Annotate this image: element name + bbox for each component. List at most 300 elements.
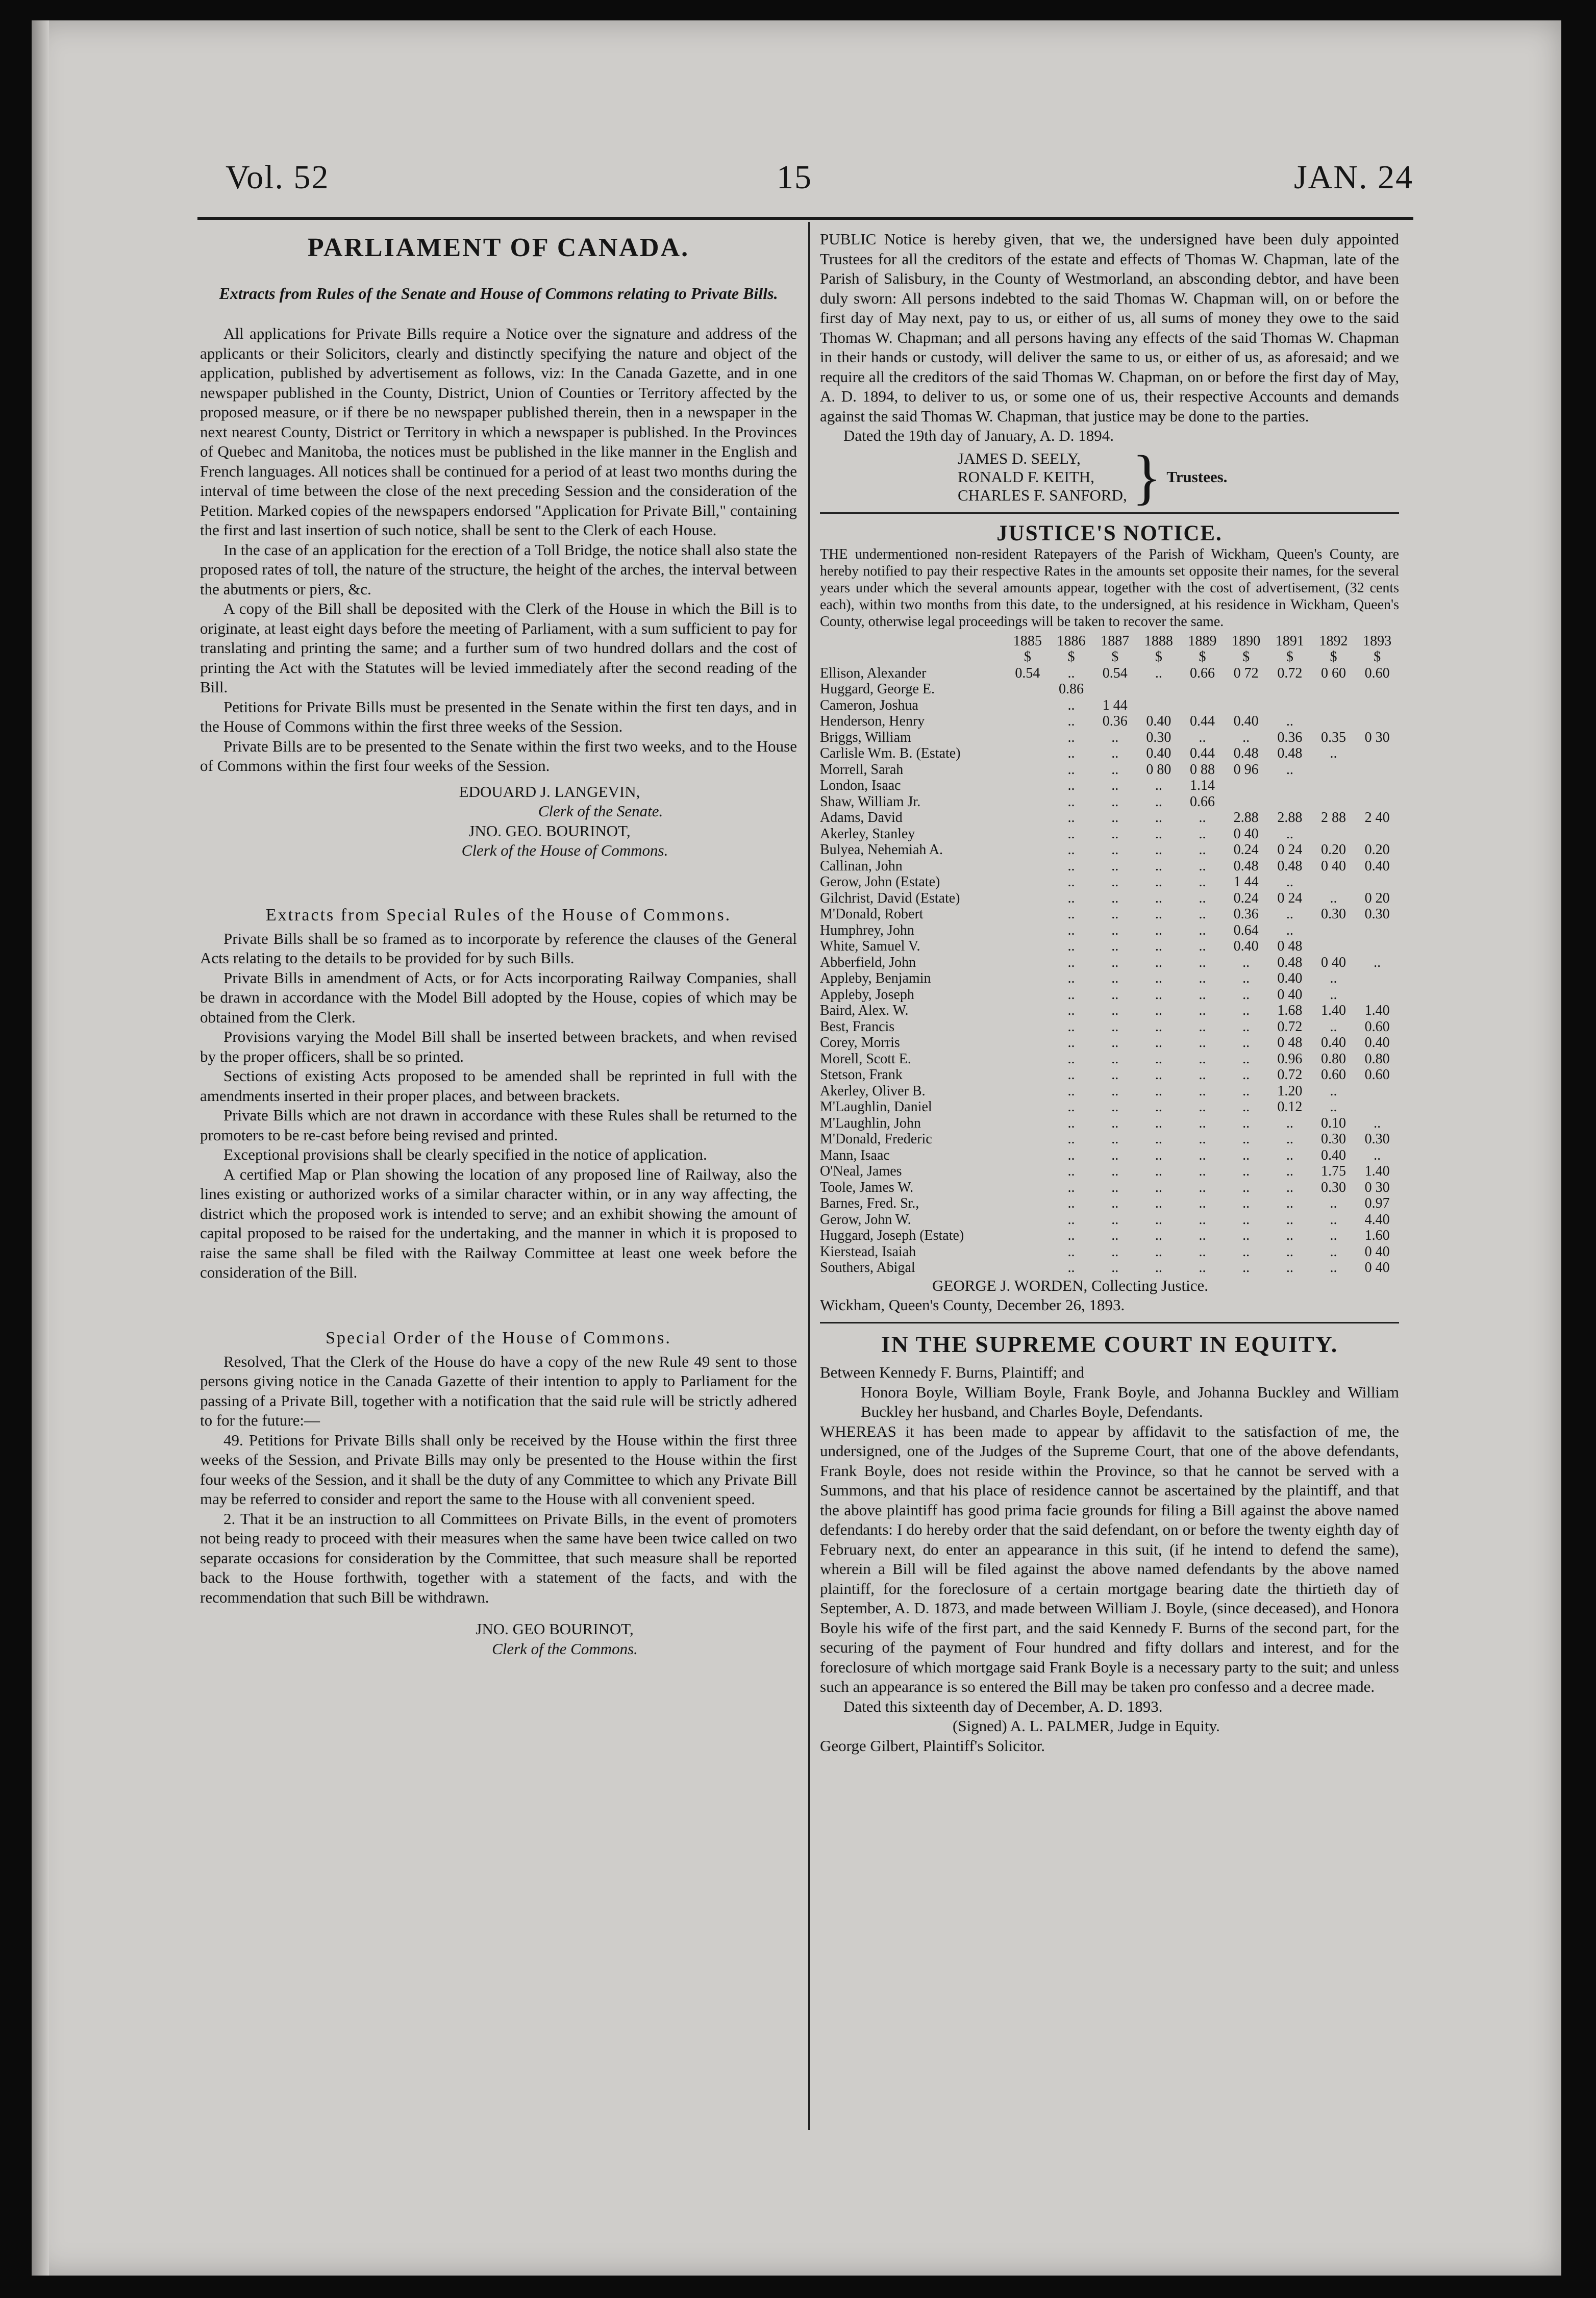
- rate-value: ..: [1067, 874, 1075, 890]
- rate-value: [1181, 681, 1225, 697]
- rate-value: ..: [1111, 1163, 1119, 1179]
- rate-value: [1312, 778, 1356, 794]
- trustee-name: CHARLES F. SANFORD,: [958, 486, 1127, 504]
- rate-value: ..: [1067, 1260, 1075, 1276]
- rate-value: 0.60: [1364, 1018, 1390, 1035]
- ratepayer-name: M'Donald, Robert: [820, 906, 924, 922]
- ratepayer-name: Henderson, Henry: [820, 713, 925, 729]
- rate-value: 0.30: [1320, 1179, 1346, 1195]
- commons-clerk-signature: [200, 1619, 797, 1659]
- rate-value: 1.20: [1277, 1083, 1303, 1099]
- rate-value: 0 40: [1364, 1243, 1390, 1260]
- special-order-title: Special Order of the House of Commons.: [326, 1328, 671, 1347]
- rate-value: ..: [1199, 1243, 1206, 1260]
- rate-value: [1268, 794, 1312, 810]
- court-between: Between Kennedy F. Burns, Plaintiff; and: [820, 1363, 1084, 1381]
- rate-value: ..: [1155, 1228, 1162, 1243]
- rate-value: [1006, 858, 1050, 875]
- ratepayer-name: Stetson, Frank: [820, 1067, 903, 1083]
- rate-value: ..: [1374, 954, 1381, 970]
- table-row: [820, 1212, 1399, 1228]
- rate-value: ..: [1067, 778, 1075, 793]
- rate-value: 0 60: [1320, 665, 1346, 681]
- table-row: [820, 1163, 1399, 1180]
- senate-clerk-signature: [200, 782, 797, 861]
- rate-value: [1006, 778, 1050, 794]
- special-rule-paragraph: Private Bills which are not drawn in accordance with these Rules shall be returned to the promoters to be re-cast before being revised and printed.: [200, 1106, 797, 1144]
- rate-value: ..: [1330, 1243, 1337, 1260]
- rate-value: ..: [1199, 922, 1206, 938]
- rules-subtitle: Extracts from Rules of the Senate and House of Commons relating to Private Bills.: [219, 284, 778, 303]
- rate-value: ..: [1111, 761, 1119, 778]
- rate-value: [1224, 794, 1268, 810]
- rate-value: ..: [1155, 986, 1162, 1003]
- year-header: 1887: [1101, 633, 1130, 649]
- rate-value: ..: [1199, 1147, 1206, 1163]
- page-spine-shadow: [32, 20, 49, 2276]
- ratepayer-name: Southers, Abigal: [820, 1260, 915, 1276]
- table-row: [820, 1035, 1399, 1051]
- rate-value: ..: [1067, 793, 1075, 810]
- rate-value: [1312, 713, 1356, 730]
- ratepayer-name: O'Neal, James: [820, 1163, 902, 1179]
- rate-value: [1006, 1131, 1050, 1147]
- year-header: 1892: [1319, 633, 1348, 649]
- year-header: 1891: [1275, 633, 1304, 649]
- trustee-names: [958, 449, 1127, 505]
- rate-value: ..: [1330, 1211, 1337, 1228]
- rate-value: ..: [1067, 1163, 1075, 1179]
- rate-value: 0 40: [1277, 986, 1303, 1003]
- currency-symbol: $: [1155, 649, 1162, 665]
- ratepayer-name: M'Donald, Frederic: [820, 1131, 932, 1147]
- rate-value: ..: [1111, 826, 1119, 842]
- rate-value: [1355, 681, 1399, 697]
- rate-value: ..: [1330, 1228, 1337, 1243]
- rate-value: ..: [1286, 874, 1293, 890]
- rate-value: 0 40: [1320, 954, 1346, 970]
- table-row: [820, 1228, 1399, 1244]
- rate-value: ..: [1067, 986, 1075, 1003]
- rate-value: [1006, 1019, 1050, 1035]
- rate-value: ..: [1242, 1211, 1250, 1228]
- rate-value: ..: [1242, 1243, 1250, 1260]
- rate-value: 0 24: [1277, 890, 1303, 906]
- rate-value: 0 72: [1233, 665, 1259, 681]
- rate-value: 0.30: [1364, 1131, 1390, 1147]
- rate-value: [1006, 1212, 1050, 1228]
- rate-value: [1355, 987, 1399, 1003]
- table-row: [820, 1195, 1399, 1212]
- rate-value: [1006, 826, 1050, 842]
- rate-value: ..: [1067, 906, 1075, 922]
- rate-value: ..: [1242, 1228, 1250, 1243]
- rate-value: ..: [1111, 1195, 1119, 1211]
- rate-value: [1006, 970, 1050, 987]
- rate-value: 0.40: [1146, 713, 1171, 729]
- brace-icon: }: [1132, 442, 1162, 511]
- rate-value: ..: [1111, 1083, 1119, 1099]
- rate-value: ..: [1286, 1260, 1293, 1276]
- rate-value: ..: [1286, 1228, 1293, 1243]
- rate-value: ..: [1111, 745, 1119, 761]
- rate-value: ..: [1111, 1051, 1119, 1067]
- rate-value: ..: [1067, 938, 1075, 954]
- rate-value: ..: [1155, 1035, 1162, 1051]
- order-paragraph: 49. Petitions for Private Bills shall only be received by the House within the first three weeks of the Session, and Private Bills may only be presented to the House within the first four weeks of the Session, and it shall be the duty of any Committee to which any Private Bill may be referred to consider and report the same to the House with all convenient speed.: [200, 1431, 797, 1508]
- rate-value: 0.20: [1364, 842, 1390, 858]
- rate-value: ..: [1242, 954, 1250, 970]
- rule-paragraph: In the case of an application for the erection of a Toll Bridge, the notice shall also state the proposed rates of toll, the nature of the structure, the height of the arches, the interval between the abutments or piers, &c.: [200, 540, 797, 598]
- rate-value: 0.54: [1015, 665, 1040, 681]
- rule-paragraph: Private Bills are to be presented to the Senate within the first two weeks, and to the House of Commons within the first four weeks of the Session.: [200, 737, 797, 775]
- rate-value: ..: [1242, 1163, 1250, 1179]
- ratepayer-name: Gilchrist, David (Estate): [820, 890, 960, 906]
- court-parties: Honora Boyle, William Boyle, Frank Boyle, and Johanna Buckley and William Buckley her husband, and Charles Boyle, Defendants.: [861, 1383, 1399, 1420]
- rate-value: [1006, 713, 1050, 730]
- table-row: [820, 665, 1399, 682]
- rate-value: [1006, 1035, 1050, 1051]
- rate-value: [1006, 697, 1050, 714]
- rate-value: ..: [1286, 761, 1293, 778]
- rate-value: ..: [1242, 1035, 1250, 1051]
- rate-value: ..: [1067, 858, 1075, 874]
- table-row: [820, 858, 1399, 875]
- ratepayer-name: M'Laughlin, Daniel: [820, 1099, 932, 1115]
- rate-value: ..: [1242, 1083, 1250, 1099]
- ratepayer-name: Akerley, Stanley: [820, 826, 915, 842]
- rate-value: ..: [1199, 970, 1206, 986]
- justice-notice-title: JUSTICE'S NOTICE.: [996, 521, 1223, 545]
- rate-value: ..: [1242, 1131, 1250, 1147]
- rate-value: [1006, 745, 1050, 762]
- signature-name: JNO. GEO BOURINOT,: [476, 1620, 634, 1638]
- page-number: 15: [777, 159, 812, 196]
- ratepayer-name: Appleby, Benjamin: [820, 970, 931, 986]
- section-divider: [820, 512, 1399, 514]
- order-paragraph: 2. That it be an instruction to all Committees on Private Bills, in the event of promoters not being ready to proceed with their measures when the same have been twice called on two separate occasions for consideration by the Committee, that such measure shall be reported back to the House forthwith, together with a statement of the facts, and with the recommendation that such Bill be withdrawn.: [200, 1509, 797, 1606]
- table-row: [820, 906, 1399, 922]
- rate-value: ..: [1155, 1211, 1162, 1228]
- court-notice: [820, 1331, 1399, 1756]
- ratepayer-name: Ellison, Alexander: [820, 665, 927, 681]
- rate-value: ..: [1199, 1003, 1206, 1018]
- special-rule-paragraph: Private Bills in amendment of Acts, or for Acts incorporating Railway Companies, shall be drawn in accordance with the Model Bill adopted by the House, copies of which may be obtained from the Clerk.: [200, 968, 797, 1026]
- rate-value: 0.40: [1364, 1035, 1390, 1051]
- ratepayer-name: Abberfield, John: [820, 954, 916, 970]
- rate-value: ..: [1199, 1228, 1206, 1243]
- notice-dated: Dated the 19th day of January, A. D. 1894.: [843, 427, 1114, 444]
- table-row: [820, 681, 1399, 697]
- rate-value: [1006, 842, 1050, 858]
- rate-value: ..: [1286, 826, 1293, 842]
- rate-value: ..: [1111, 1018, 1119, 1035]
- rate-value: [1224, 778, 1268, 794]
- rate-value: 0.48: [1277, 858, 1303, 874]
- rate-value: ..: [1111, 810, 1119, 826]
- signature-role: Clerk of the Senate.: [538, 802, 663, 820]
- rate-value: 0 80: [1146, 761, 1171, 778]
- rate-value: 1 44: [1102, 697, 1128, 713]
- signature-role: Clerk of the House of Commons.: [461, 841, 668, 859]
- rate-value: [1355, 826, 1399, 842]
- ratepayer-name: M'Laughlin, John: [820, 1115, 921, 1131]
- rate-value: [1006, 955, 1050, 971]
- special-rule-paragraph: A certified Map or Plan showing the location of any proposed line of Railway, also the lines existing or authorized works of a similar character within, or in any way affecting, the district which the proposed work is intended to serve; and an exhibit showing the amount of capital proposed to be raised for the undertaking, and the manner in which it is proposed to raise the same shall be filed with the Railway Committee at least one week before the consideration of the Bill.: [200, 1165, 797, 1281]
- rate-value: [1006, 1195, 1050, 1212]
- rate-value: ..: [1242, 1195, 1250, 1211]
- rate-value: ..: [1067, 1131, 1075, 1147]
- rate-value: [1137, 697, 1181, 714]
- rate-value: [1312, 794, 1356, 810]
- rate-value: 0.72: [1277, 1067, 1303, 1083]
- rate-value: [1312, 762, 1356, 778]
- table-row: [820, 874, 1399, 890]
- rate-value: ..: [1111, 954, 1119, 970]
- rate-value: ..: [1330, 890, 1337, 906]
- rate-value: ..: [1242, 1051, 1250, 1067]
- ratepayer-name: Appleby, Joseph: [820, 986, 914, 1003]
- rate-value: ..: [1067, 1243, 1075, 1260]
- ratepayer-name: Shaw, William Jr.: [820, 793, 921, 810]
- rate-value: ..: [1111, 922, 1119, 938]
- justice-notice-text: THE undermentioned non-resident Ratepayers of the Parish of Wickham, Queen's County, are hereby notified to pay their respective Rates in the amounts set opposite their names, for the several years under which the several amounts appear, together with the cost of advertisement, (32 cents each), within two months from this date, to the undersigned, at his residence in Wickham, Queen's County, otherwise legal proceedings will be taken to recover the same.: [820, 546, 1399, 630]
- signature-name: EDOUARD J. LANGEVIN,: [459, 782, 640, 801]
- rate-value: ..: [1111, 858, 1119, 874]
- ratepayer-name: Toole, James W.: [820, 1179, 914, 1195]
- special-rules-title: Extracts from Special Rules of the House of Commons.: [265, 905, 732, 925]
- rate-value: ..: [1067, 1003, 1075, 1018]
- rate-value: ..: [1199, 1211, 1206, 1228]
- rate-value: 0.40: [1320, 1035, 1346, 1051]
- ratepayer-name: Barnes, Fred. Sr.,: [820, 1195, 919, 1211]
- rate-value: [1006, 1180, 1050, 1196]
- year-header: 1890: [1232, 633, 1261, 649]
- rule-paragraph: All applications for Private Bills require a Notice over the signature and address of the applicants or their Solicitors, clearly and distinctly specifying the nature and object of the application, published by advertisement as follows, viz: In the Canada Gazette, and in one newspaper published in the County, District, Union of Counties or Territory affected by the proposed measure, or if there be no newspaper published therein, then in a newspaper in the next nearest County, District or Territory in which a newspaper is published. In the Provinces of Quebec and Manitoba, the notices must be published in the like manner in the English and French languages. All notices shall be continued for a period of at least two months during the interval of time between the close of the next preceding Session and the consideration of the Petition. Marked copies of the newspapers endorsed "Application for Private Bill," containing the first and last insertion of such notice, shall be sent to the Clerk of each House.: [200, 324, 797, 539]
- rate-value: ..: [1199, 1035, 1206, 1051]
- rate-value: ..: [1155, 1067, 1162, 1083]
- rate-value: [1137, 681, 1181, 697]
- rate-value: ..: [1374, 1115, 1381, 1131]
- rate-value: ..: [1067, 713, 1075, 729]
- rate-value: ..: [1286, 922, 1293, 938]
- rate-value: [1006, 1067, 1050, 1083]
- rate-value: ..: [1155, 874, 1162, 890]
- rate-value: ..: [1330, 970, 1337, 986]
- rate-value: ..: [1199, 842, 1206, 858]
- rate-value: ..: [1067, 1067, 1075, 1083]
- rate-value: ..: [1330, 1260, 1337, 1276]
- table-row: [820, 794, 1399, 810]
- rate-value: 2 40: [1364, 810, 1390, 826]
- rate-value: [1268, 778, 1312, 794]
- court-order-text: WHEREAS it has been made to appear by affidavit to the satisfaction of me, the undersigned, one of the Judges of the Supreme Court, that one of the above defendants, Frank Boyle, does not reside within the Province, so that he cannot be served with a Summons, and that his place of residence cannot be ascertained by the plaintiff, and that the above plaintiff has good prima facie grounds for filing a Bill against the above named defendants: I do hereby order that the said defendant, on or before the twenty eighth day of February next, do enter an appearance in this suit, (if he intend to defend the same), wherein a Bill will be filed against the above named defendants by the above named plaintiff, for the foreclosure of a certain mortgage bearing date the thirtieth day of September, A. D. 1873, and made between William J. Boyle, (since deceased), and Honora Boyle his wife of the first part, and the said Kennedy F. Burns of the second part, for the securing of the payment of Four hundred and fifty dollars and interest, and for the foreclosure of which mortgage said Frank Boyle is a necessary party to the suit; and unless such an appearance is so entered the Bill may be taken pro confesso and a decree made.: [820, 1422, 1399, 1695]
- rate-value: 0.48: [1233, 745, 1259, 761]
- rate-value: 1.40: [1320, 1003, 1346, 1018]
- rate-value: ..: [1155, 1083, 1162, 1099]
- rate-value: ..: [1199, 1051, 1206, 1067]
- rate-value: [1006, 1228, 1050, 1244]
- ratepayer-name: Kierstead, Isaiah: [820, 1243, 916, 1260]
- rate-value: ..: [1199, 826, 1206, 842]
- rate-value: 0.80: [1364, 1051, 1390, 1067]
- rate-value: 1.60: [1364, 1228, 1390, 1243]
- rate-value: [1006, 987, 1050, 1003]
- rate-value: ..: [1067, 745, 1075, 761]
- rate-value: [1006, 938, 1050, 955]
- rate-value: 0.97: [1364, 1195, 1390, 1211]
- year-header: 1885: [1013, 633, 1042, 649]
- ratepayer-name: Akerley, Oliver B.: [820, 1083, 926, 1099]
- rate-value: [1006, 762, 1050, 778]
- rate-value: 0.80: [1320, 1051, 1346, 1067]
- rate-value: 0.48: [1233, 858, 1259, 874]
- rate-value: ..: [1155, 1131, 1162, 1147]
- public-notice-text: PUBLIC Notice is hereby given, that we, the undersigned have been duly appointed Trustees for all the creditors of the estate and effects of Thomas W. Chapman, late of the Parish of Salisbury, in the County of Westmorland, an absconding debtor, and have been duly sworn: All persons indebted to the said Thomas W. Chapman will, on or before the first day of May next, pay to us, or either of us, all sums of money they owe to the said Thomas W. Chapman; and all persons having any effects of the said Thomas W. Chapman in their hands or custody, will deliver the same to us, or either of us, as aforesaid; and we require all the creditors of the said Thomas W. Chapman, on or before the first day of May, A. D. 1894, to deliver to us, or some one of us, their respective Accounts and demands against the said Thomas W. Chapman, that justice may be done to the parties.: [820, 230, 1399, 425]
- rate-value: ..: [1155, 1147, 1162, 1163]
- rate-value: ..: [1067, 729, 1075, 745]
- order-paragraph: Resolved, That the Clerk of the House do have a copy of the new Rule 49 sent to those persons giving notice in the Canada Gazette of their intention to apply to Parliament for the passing of a Private Bill, together with a notification that the said rule will be strictly adhered to for the future:—: [200, 1352, 797, 1429]
- rate-value: 0.40: [1146, 745, 1171, 761]
- rate-value: ..: [1155, 1115, 1162, 1131]
- rate-value: ..: [1199, 938, 1206, 954]
- rate-value: 0.36: [1233, 906, 1259, 922]
- table-row: [820, 1115, 1399, 1132]
- rate-value: ..: [1330, 1195, 1337, 1211]
- rate-value: [1006, 1163, 1050, 1180]
- right-column: [820, 230, 1399, 1756]
- rate-value: 0.40: [1233, 938, 1259, 954]
- rate-value: ..: [1286, 713, 1293, 729]
- rate-value: [1006, 1003, 1050, 1019]
- rate-value: [1006, 1099, 1050, 1115]
- rate-value: ..: [1111, 1179, 1119, 1195]
- rate-value: ..: [1286, 1179, 1293, 1195]
- rate-value: ..: [1111, 906, 1119, 922]
- rate-value: ..: [1155, 906, 1162, 922]
- special-rule-paragraph: Sections of existing Acts proposed to be amended shall be reprinted in full with the amendments inserted in their proper places, and between brackets.: [200, 1067, 797, 1105]
- rate-value: ..: [1199, 1083, 1206, 1099]
- header-rule: [197, 217, 1413, 220]
- rate-value: ..: [1286, 1195, 1293, 1211]
- rate-value: 1.14: [1190, 778, 1215, 793]
- rate-value: ..: [1067, 842, 1075, 858]
- rate-value: ..: [1155, 778, 1162, 793]
- ratepayer-name: Gerow, John (Estate): [820, 874, 940, 890]
- table-row: [820, 810, 1399, 826]
- rate-value: ..: [1155, 1243, 1162, 1260]
- rate-value: 0.10: [1320, 1115, 1346, 1131]
- rate-value: 0.30: [1320, 1131, 1346, 1147]
- rate-value: ..: [1155, 954, 1162, 970]
- rate-value: ..: [1111, 1147, 1119, 1163]
- rate-value: 2.88: [1233, 810, 1259, 826]
- special-rule-paragraph: Exceptional provisions shall be clearly specified in the notice of application.: [223, 1145, 707, 1163]
- rate-value: ..: [1111, 729, 1119, 745]
- page-header: [226, 158, 1413, 204]
- table-row: [820, 987, 1399, 1003]
- table-row: [820, 1019, 1399, 1035]
- rate-value: ..: [1067, 761, 1075, 778]
- rate-value: ..: [1067, 1147, 1075, 1163]
- rate-value: [1312, 681, 1356, 697]
- year-header: 1889: [1188, 633, 1217, 649]
- rate-value: ..: [1067, 665, 1075, 681]
- rate-value: ..: [1155, 1018, 1162, 1035]
- rate-value: 0.60: [1364, 665, 1390, 681]
- currency-header-row: [820, 649, 1399, 665]
- rate-value: ..: [1067, 826, 1075, 842]
- rate-value: [1355, 970, 1399, 987]
- rate-value: ..: [1067, 1018, 1075, 1035]
- currency-symbol: $: [1374, 649, 1381, 665]
- rate-value: ..: [1330, 1083, 1337, 1099]
- rate-value: ..: [1242, 1099, 1250, 1115]
- rule-paragraph: A copy of the Bill shall be deposited with the Clerk of the House in which the Bill is to originate, at least eight days before the meeting of Parliament, with a sum sufficient to pay for translating and printing the same; and a further sum of two hundred dollars and the cost of printing the Act with the Statutes will be levied immediately after the second reading of the Bill.: [200, 600, 797, 696]
- rate-value: 1.40: [1364, 1163, 1390, 1179]
- rate-value: [1355, 1099, 1399, 1115]
- rate-value: ..: [1330, 1099, 1337, 1115]
- rate-value: ..: [1067, 970, 1075, 986]
- ratepayer-name: London, Isaac: [820, 778, 901, 793]
- rate-value: 0.48: [1277, 954, 1303, 970]
- rate-value: [1355, 794, 1399, 810]
- rate-value: [1224, 681, 1268, 697]
- court-solicitor: George Gilbert, Plaintiff's Solicitor.: [820, 1736, 1045, 1755]
- currency-symbol: $: [1242, 649, 1250, 665]
- rate-value: 0.40: [1233, 713, 1259, 729]
- rate-value: ..: [1111, 1067, 1119, 1083]
- rate-value: [1355, 1083, 1399, 1100]
- ratepayer-name: Carlisle Wm. B. (Estate): [820, 745, 961, 761]
- currency-symbol: $: [1286, 649, 1293, 665]
- rate-value: [1006, 1244, 1050, 1260]
- ratepayer-name: White, Samuel V.: [820, 938, 920, 954]
- rate-value: [1006, 681, 1050, 697]
- justice-place-date: Wickham, Queen's County, December 26, 1893.: [820, 1296, 1125, 1314]
- court-signature: (Signed) A. L. PALMER, Judge in Equity.: [953, 1717, 1220, 1735]
- rate-value: [1355, 922, 1399, 939]
- rate-value: [1006, 1260, 1050, 1276]
- rate-value: [1006, 1147, 1050, 1164]
- rate-value: 0.66: [1190, 793, 1215, 810]
- table-row: [820, 1051, 1399, 1067]
- rate-value: ..: [1155, 1051, 1162, 1067]
- rate-value: 0.40: [1277, 970, 1303, 986]
- rate-value: ..: [1199, 1163, 1206, 1179]
- rate-value: 0 40: [1320, 858, 1346, 874]
- rate-value: ..: [1067, 1083, 1075, 1099]
- rate-value: ..: [1199, 810, 1206, 826]
- ratepayer-name: Bulyea, Nehemiah A.: [820, 842, 943, 858]
- rate-value: 0.40: [1320, 1147, 1346, 1163]
- rate-value: 0.72: [1277, 1018, 1303, 1035]
- court-dated: Dated this sixteenth day of December, A. D. 1893.: [843, 1697, 1163, 1715]
- rate-value: ..: [1111, 1228, 1119, 1243]
- rate-value: [1006, 730, 1050, 746]
- rate-value: ..: [1199, 1067, 1206, 1083]
- rate-value: 0.36: [1277, 729, 1303, 745]
- rate-value: 0.48: [1277, 745, 1303, 761]
- rate-value: 0.60: [1364, 1067, 1390, 1083]
- ratepayer-name: Adams, David: [820, 810, 903, 826]
- rate-value: 0 24: [1277, 842, 1303, 858]
- special-rule-paragraph: Private Bills shall be so framed as to incorporate by reference the clauses of the General Acts relating to the details to be provided for by such Bills.: [200, 929, 797, 967]
- currency-symbol: $: [1199, 649, 1206, 665]
- table-row: [820, 697, 1399, 714]
- rate-value: [1355, 938, 1399, 955]
- rate-value: ..: [1155, 665, 1162, 681]
